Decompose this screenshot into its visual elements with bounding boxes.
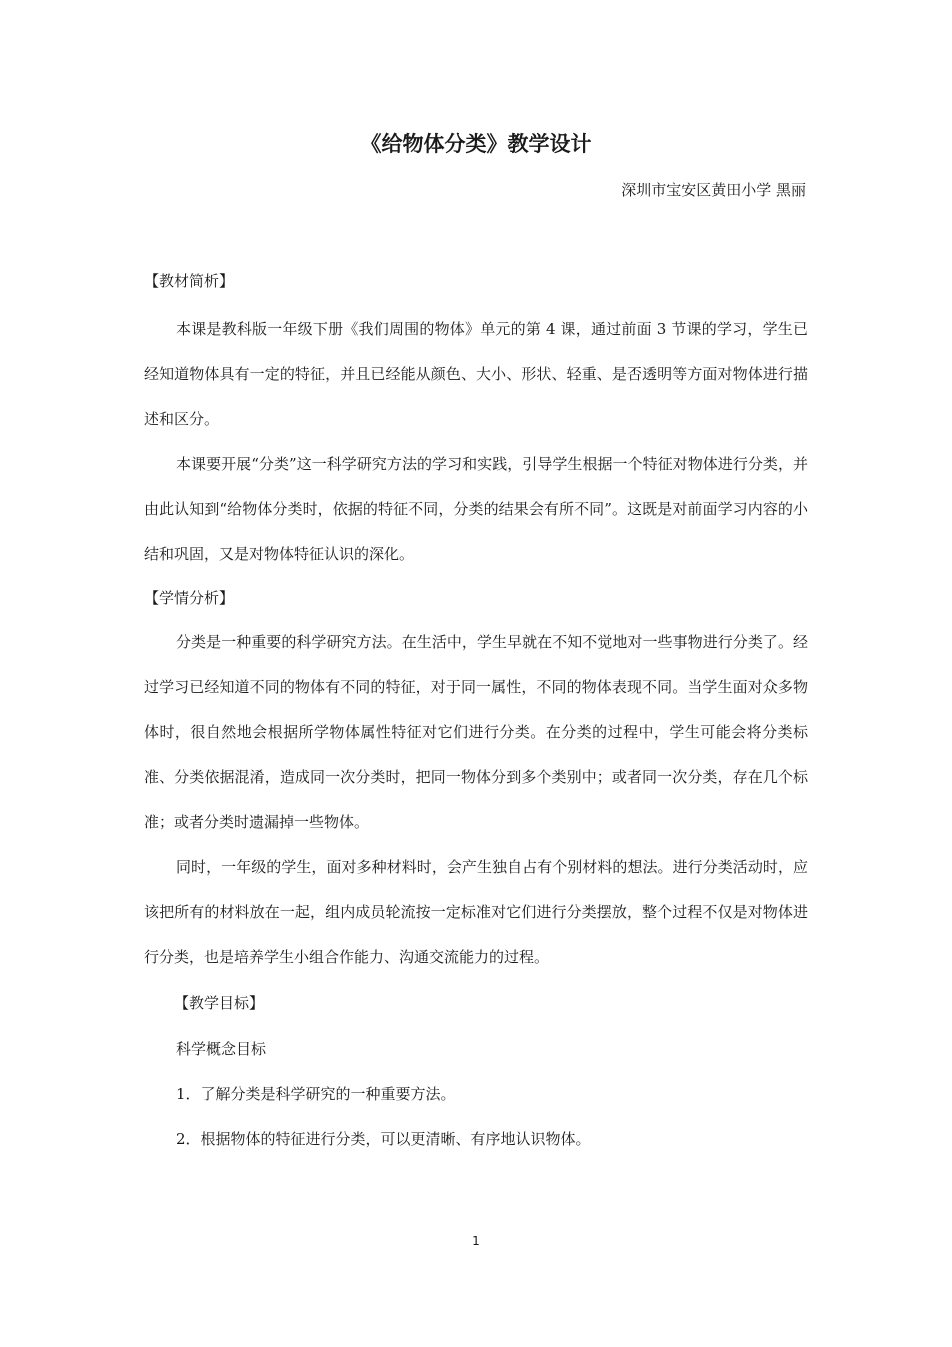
document-body xyxy=(144,264,808,1162)
author-line: 深圳市宝安区黄田小学 黑丽 xyxy=(621,181,806,199)
section-heading-goals: 【教学目标】 xyxy=(174,994,265,1012)
goals-item-1: 1．了解分类是科学研究的一种重要方法。 xyxy=(176,1085,456,1103)
section-heading-students: 【学情分析】 xyxy=(144,589,235,607)
goals-subheading: 科学概念目标 xyxy=(176,1040,267,1058)
section-heading-textbook: 【教材简析】 xyxy=(144,272,235,290)
goals-item-2: 2．根据物体的特征进行分类，可以更清晰、有序地认识物体。 xyxy=(176,1130,591,1148)
page-number: 1 xyxy=(472,1234,480,1248)
paragraph-students-1: 分类是一种重要的科学研究方法。在生活中，学生早就在不知不觉地对一些事物进行分类了。经过学习已经知道不同的物体有不同的特征，对于同一属性，不同的物体表现不同。当学生面对众多物体时，很自然地会根据所学物体属性特征对它们进行分类。在分类的过程中，学生可能会将分类标准、分类依据混淆，造成同一次分类时，把同一物体分到多个类别中；或者同一次分类，存在几个标准；或者分类时遗漏掉一些物体。 xyxy=(144,633,808,831)
paragraph-textbook-2: 本课要开展“分类”这一科学研究方法的学习和实践，引导学生根据一个特征对物体进行分类，并由此认知到“给物体分类时，依据的特征不同，分类的结果会有所不同”。这既是对前面学习内容的小结和巩固，又是对物体特征认识的深化。 xyxy=(144,455,808,563)
paragraph-students-2: 同时，一年级的学生，面对多种材料时，会产生独自占有个别材料的想法。进行分类活动时，应该把所有的材料放在一起，组内成员轮流按一定标准对它们进行分类摆放，整个过程不仅是对物体进行分类，也是培养学生小组合作能力、沟通交流能力的过程。 xyxy=(144,858,808,966)
paragraph-textbook-1: 本课是教科版一年级下册《我们周围的物体》单元的第 4 课，通过前面 3 节课的学习，学生已经知道物体具有一定的特征，并且已经能从颜色、大小、形状、轻重、是否透明等方面对物体进行描述和区分。 xyxy=(144,320,808,428)
document-title: 《给物体分类》教学设计 xyxy=(360,132,592,156)
